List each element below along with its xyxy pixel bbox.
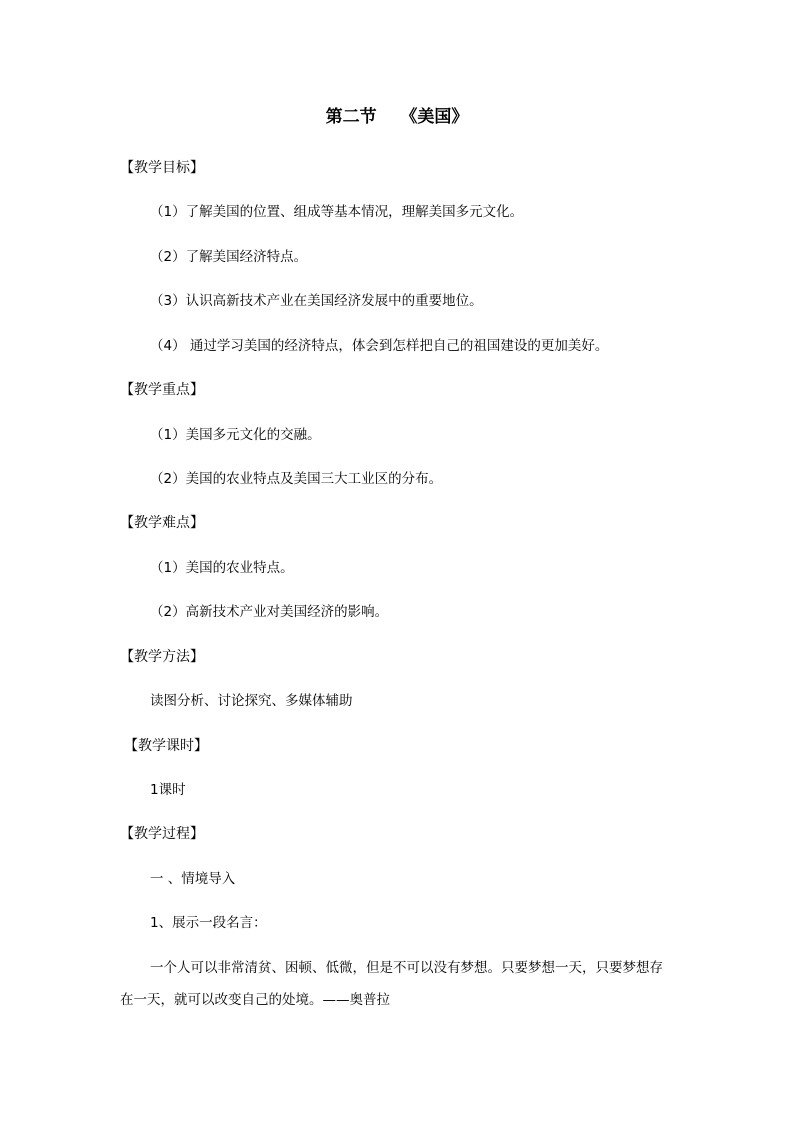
section-heading-process: 【教学过程】: [120, 826, 204, 842]
difficulty-item-1: （1）美国的农业特点。: [150, 560, 294, 576]
objective-item-3: （3）认识高新技术产业在美国经济发展中的重要地位。: [150, 293, 483, 309]
section-heading-key-points: 【教学重点】: [120, 382, 204, 398]
section-heading-class-hours: 【教学课时】: [124, 738, 208, 754]
key-point-item-2: （2）美国的农业特点及美国三大工业区的分布。: [150, 471, 443, 487]
quote-line-2: 在一天，就可以改变自己的处境。——奥普拉: [120, 992, 390, 1008]
key-point-item-1: （1）美国多元文化的交融。: [150, 427, 321, 443]
process-item-1: 一 、情境导入: [150, 871, 236, 887]
method-item-1: 读图分析、讨论探究、多媒体辅助: [150, 693, 353, 709]
quote-line-1: 一个人可以非常清贫、困顿、低微，但是不可以没有梦想。只要梦想一天，只要梦想存: [150, 960, 663, 976]
section-heading-methods: 【教学方法】: [120, 649, 204, 665]
objective-item-1: （1）了解美国的位置、组成等基本情况，理解美国多元文化。: [150, 204, 524, 220]
process-item-2: 1、展示一段名言：: [150, 915, 267, 931]
class-hours-item-1: 1课时: [150, 782, 186, 798]
section-heading-objectives: 【教学目标】: [120, 160, 204, 176]
section-heading-difficulties: 【教学难点】: [120, 515, 204, 531]
page-title: 第二节 《美国》: [325, 107, 469, 127]
difficulty-item-2: （2）高新技术产业对美国经济的影响。: [150, 604, 389, 620]
objective-item-4: （4） 通过学习美国的经济特点，体会到怎样把自己的祖国建设的更加美好。: [150, 338, 609, 354]
objective-item-2: （2）了解美国经济特点。: [150, 249, 308, 265]
